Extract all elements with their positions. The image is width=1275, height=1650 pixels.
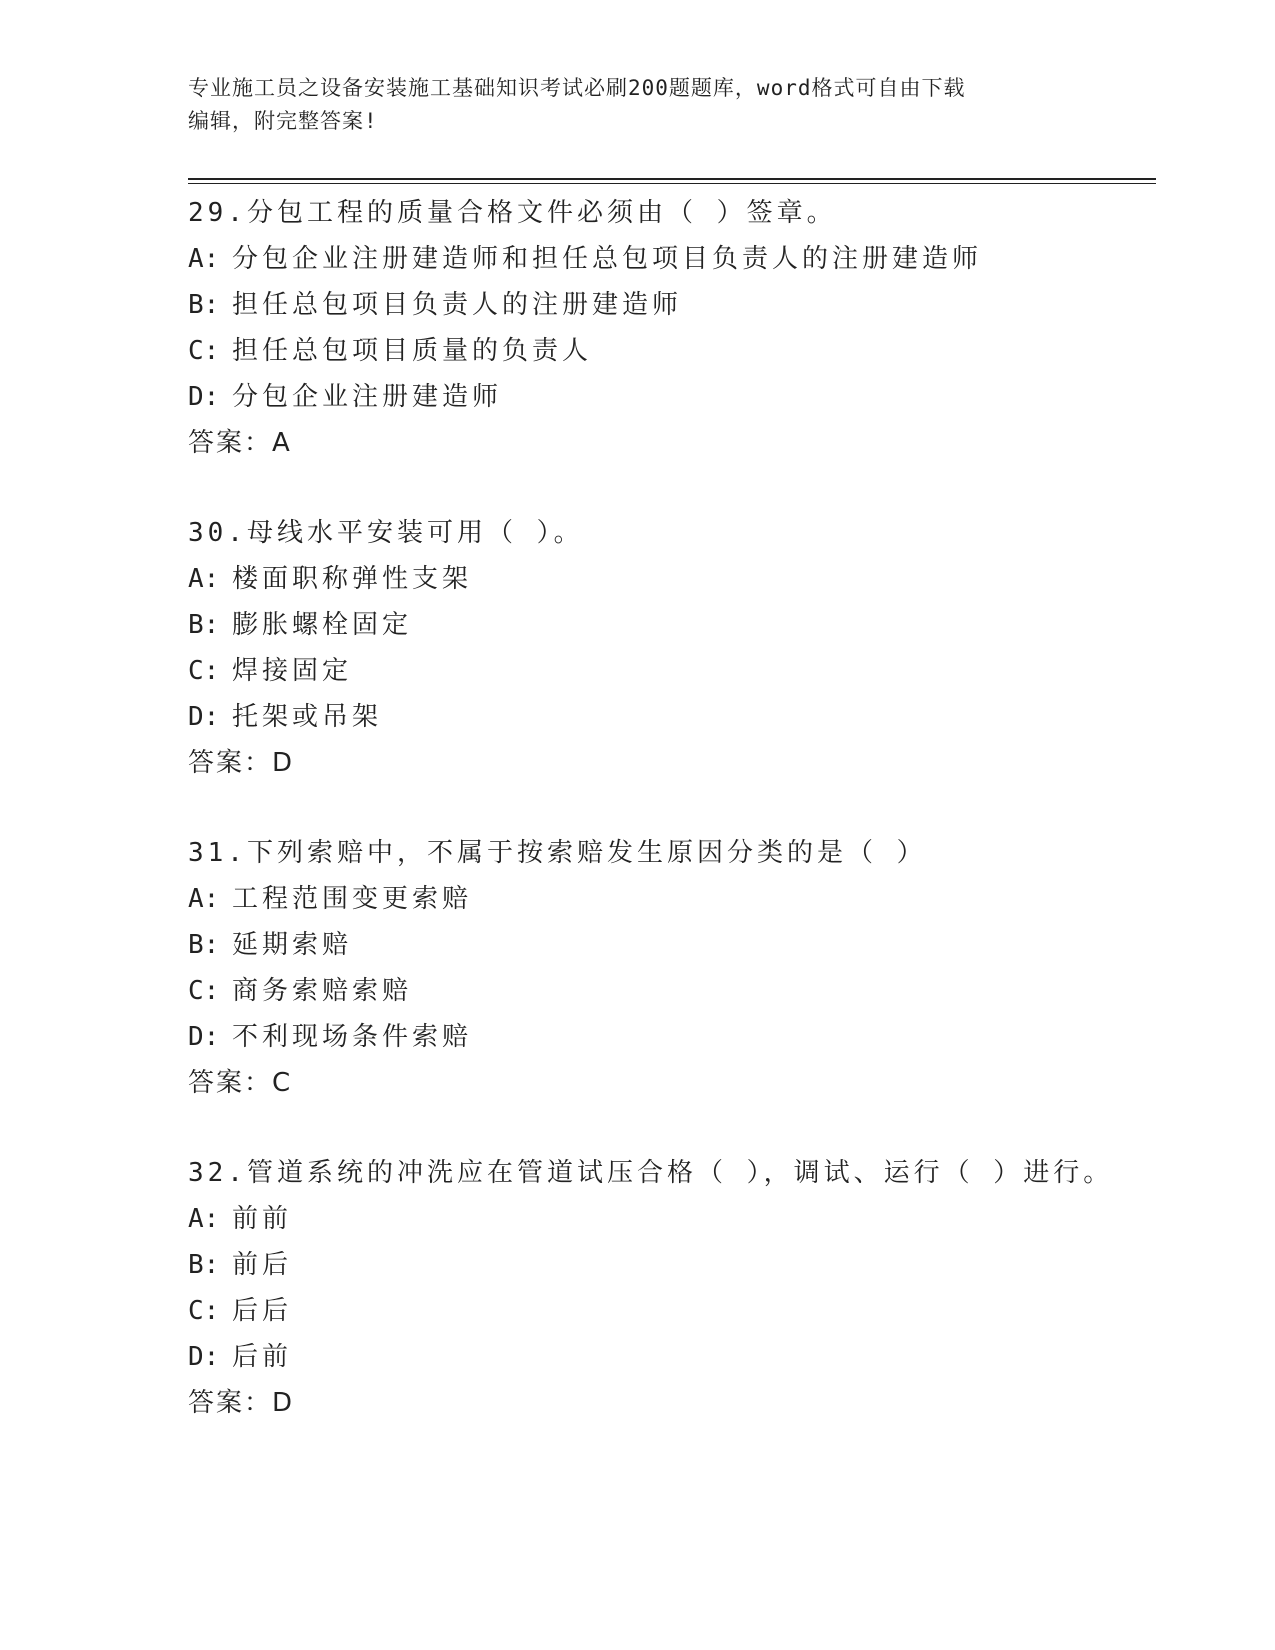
option-text: 不利现场条件索赔	[232, 1022, 473, 1052]
document-header	[188, 72, 1068, 138]
option-text: 前后	[232, 1250, 293, 1280]
option-key: A:	[188, 1204, 220, 1234]
option-a	[188, 876, 1148, 922]
option-key: D:	[188, 382, 220, 412]
option-key: B:	[188, 930, 220, 960]
option-key: C:	[188, 656, 220, 686]
option-c	[188, 648, 1148, 694]
question-stem: 30.母线水平安装可用（ ）。	[188, 518, 584, 548]
option-b	[188, 282, 1148, 328]
option-key: C:	[188, 1296, 220, 1326]
option-d	[188, 374, 1148, 420]
option-text: 担任总包项目负责人的注册建造师	[232, 290, 683, 320]
option-c	[188, 328, 1148, 374]
option-a	[188, 236, 1148, 282]
option-text: 焊接固定	[232, 656, 353, 686]
answer-label: 答案：D	[188, 1388, 295, 1418]
option-c	[188, 968, 1148, 1014]
option-b	[188, 922, 1148, 968]
option-text: 工程范围变更索赔	[232, 884, 473, 914]
question-stem: 32.管道系统的冲洗应在管道试压合格（ ），调试、运行（ ）进行。	[188, 1158, 1114, 1188]
option-text: 楼面职称弹性支架	[232, 564, 473, 594]
option-key: D:	[188, 1342, 220, 1372]
option-b	[188, 1242, 1148, 1288]
option-b	[188, 602, 1148, 648]
option-text: 前前	[232, 1204, 293, 1234]
option-text: 分包企业注册建造师和担任总包项目负责人的注册建造师	[232, 244, 983, 274]
option-text: 延期索赔	[232, 930, 353, 960]
question-block	[188, 1150, 1148, 1426]
option-key: A:	[188, 884, 220, 914]
option-d	[188, 694, 1148, 740]
option-text: 托架或吊架	[232, 702, 383, 732]
header-title-line-2: 编辑，附完整答案!	[188, 109, 378, 133]
option-text: 后后	[232, 1296, 293, 1326]
question-stem: 31.下列索赔中，不属于按索赔发生原因分类的是（ ）	[188, 838, 927, 868]
option-text: 后前	[232, 1342, 293, 1372]
answer-label: 答案：C	[188, 1068, 293, 1098]
option-text: 担任总包项目质量的负责人	[232, 336, 593, 366]
option-key: D:	[188, 1022, 220, 1052]
question-stem: 29.分包工程的质量合格文件必须由（ ）签章。	[188, 198, 837, 228]
answer-label: 答案：A	[188, 428, 292, 458]
question-block	[188, 190, 1148, 466]
option-key: B:	[188, 1250, 220, 1280]
answer-label: 答案：D	[188, 748, 295, 778]
option-text: 膨胀螺栓固定	[232, 610, 413, 640]
question-block	[188, 510, 1148, 786]
option-d	[188, 1014, 1148, 1060]
option-c	[188, 1288, 1148, 1334]
header-divider-thin	[188, 183, 1156, 184]
option-d	[188, 1334, 1148, 1380]
option-key: D:	[188, 702, 220, 732]
question-block	[188, 830, 1148, 1106]
option-key: A:	[188, 244, 220, 274]
option-a	[188, 556, 1148, 602]
header-divider-thick	[188, 178, 1156, 180]
option-a	[188, 1196, 1148, 1242]
option-key: A:	[188, 564, 220, 594]
header-title-line-1: 专业施工员之设备安装施工基础知识考试必刷200题题库，word格式可自由下载	[188, 76, 966, 100]
option-key: B:	[188, 290, 220, 320]
option-key: B:	[188, 610, 220, 640]
option-text: 商务索赔索赔	[232, 976, 413, 1006]
option-key: C:	[188, 976, 220, 1006]
option-key: C:	[188, 336, 220, 366]
option-text: 分包企业注册建造师	[232, 382, 503, 412]
